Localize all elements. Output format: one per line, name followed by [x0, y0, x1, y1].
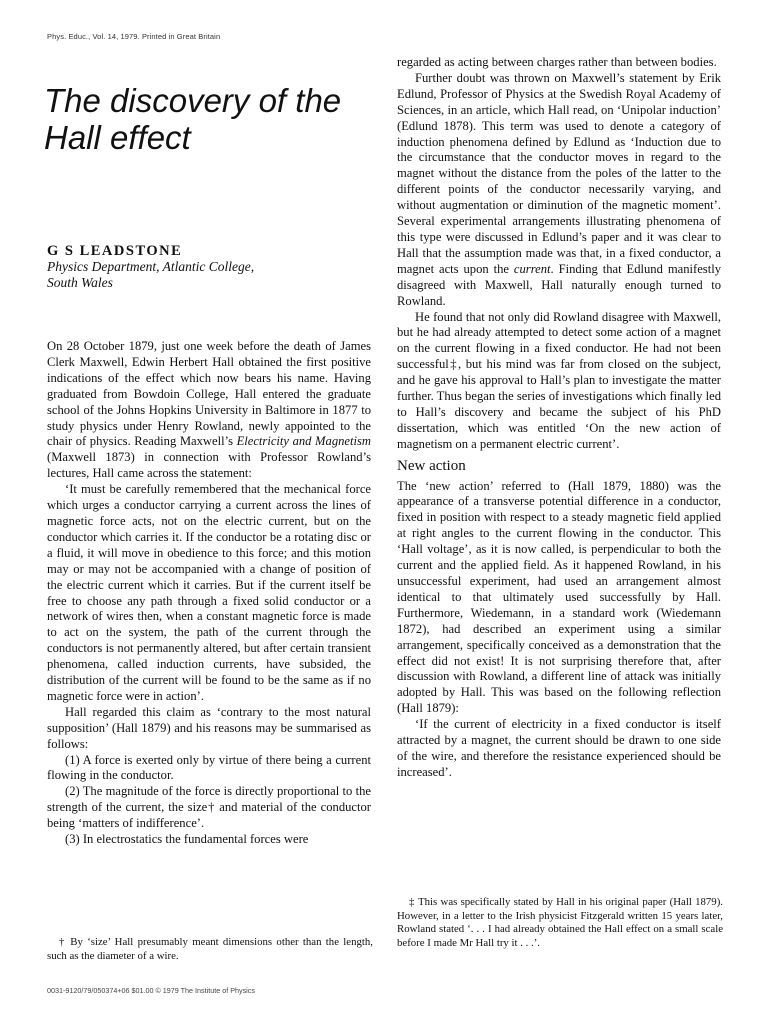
- rowland-paragraph: He found that not only did Rowland disagree with Maxwell, but he had already attempted to detect some action of a magnet on the current flowing in a fixed conductor. He had not been successful‡, but his mind was far from closed on the subject, and he gave his approval to Hall’s plan to investigate the matter further. Thus began the series of investigations which finally led to Hall’s discovery and became the subject of his PhD dissertation, which was entitled ‘On the new action of magnetism on a permanent electric current’.: [397, 309, 721, 451]
- edlund-text-a: Further doubt was thrown on Maxwell’s statement by Erik Edlund, Professor of Physics at the Swedish Royal Academy of Sciences, in an article, which Hall read, on ‘Unipolar induction’ (Edlund 1878). This term was used to denote a category of induction phenomena defined by Edlund as ‘Induction due to the circumstance that the conductor moves in regard to the magnet without the distance from the poles of the latter to the different points of the conductor necessarily varying, and without augmentation or diminution of the magnetic moment’. Several experimental arrangements illustrating phenomena of this type were discussed in Edlund’s paper and it was clear to Hall that the assumption made was that, in a fixed conductor, a magnet acts upon the: [397, 70, 721, 276]
- edlund-text-b: . Finding that Edlund manifestly disagreed with Maxwell, Hall naturally enough turned to Rowland.: [397, 261, 721, 308]
- continued-paragraph: regarded as acting between charges rather than between bodies.: [397, 55, 717, 69]
- footnote-dagger: [47, 936, 373, 963]
- reason-item-3: (3) In electrostatics the fundamental forces were: [65, 832, 309, 847]
- intro-text-a: On 28 October 1879, just one week before the death of James Clerk Maxwell, Edwin Herbert Hall obtained the first positive indications of the effect which now bears his name. Having graduated from Bowdoin College, Hall entered the graduate school of the Johns Hopkins University in Baltimore in 1877 to study physics under Henry Rowland, newly appointed to the chair of physics. Reading Maxwell’s: [47, 339, 371, 449]
- author-affiliation: [47, 259, 347, 291]
- affiliation-line-2: South Wales: [47, 275, 113, 290]
- edlund-emphasis: current: [513, 261, 551, 276]
- reason-item-2: (2) The magnitude of the force is directly proportional to the strength of the current, the size† and material of the conductor being ‘matters of indifference’.: [47, 784, 371, 831]
- intro-text-b: (Maxwell 1873) in connection with Professor Rowland’s lectures, Hall came across the statement:: [47, 450, 371, 481]
- new-action-paragraph: The ‘new action’ referred to (Hall 1879, 1880) was the appearance of a transverse potential difference in a conductor, fixed in position with respect to a steady magnetic field applied at right angles to the current flowing in the conductor. This ‘Hall voltage’, as it is now called, is perpendicular to both the current and the applied field. As it happened Rowland, in his unsuccessful experiment, had used an arrangement almost identical to that ultimately used successfully by Hall. Furthermore, Wiedemann, in a standard work (Wiedemann 1872), had described an experiment using a similar arrangement, specifically conceived as a demonstration that the effect did not exist! It is not surprising therefore that, after discussion with Rowland, a different line of attack was initially adopted by Hall. This was based on the following reflection (Hall 1879):: [397, 478, 721, 716]
- maxwell-quote: ‘It must be carefully remembered that the mechanical force which urges a conductor carrying a current across the lines of magnetic force acts, not on the electric current, but on the conductor which carries it. If the conductor be a rotating disc or a fluid, it will move in obedience to this force; and this motion may or may not be accompanied with a change of position of the electric current which it carries. But if the current itself be free to choose any path through a fixed solid conductor or a network of wires then, when a constant magnetic force is made to act on the system, the path of the current through the conductors is not permanently altered, but after certain transient phenomena, called induction currents, have subsided, the distribution of the current will be found to be the same as if no magnetic force were in action’.: [47, 482, 371, 703]
- copyright-footer: 0031-9120/79/050374+06 $01.00 © 1979 The Institute of Physics: [47, 986, 255, 995]
- hall-reasons-paragraph: Hall regarded this claim as ‘contrary to the most natural supposition’ (Hall 1879) and his reasons may be summarised as follows:: [47, 704, 371, 751]
- footnote-double-dagger: [397, 896, 723, 950]
- article-title: The discovery of the Hall effect: [44, 82, 342, 156]
- author-name: G S LEADSTONE: [47, 243, 183, 259]
- affiliation-line-1: Physics Department, Atlantic College,: [47, 259, 255, 274]
- book-title: Electricity and Magnetism: [236, 434, 371, 449]
- reason-item-1: (1) A force is exerted only by virtue of there being a current flowing in the conductor.: [47, 752, 371, 783]
- left-column: [47, 339, 371, 848]
- footnote-dagger-text: † By ‘size’ Hall presumably meant dimensions other than the length, such as the diameter of a wire.: [47, 936, 373, 962]
- edlund-paragraph: [397, 71, 721, 310]
- journal-header: Phys. Educ., Vol. 14, 1979. Printed in Great Britain: [47, 32, 221, 41]
- section-heading-new-action: New action: [397, 457, 466, 474]
- right-column: [397, 55, 721, 781]
- hall-reflection-quote: ‘If the current of electricity in a fixed conductor is itself attracted by a magnet, the current should be drawn to one side of the wire, and therefore the resistance experienced should be increased’.: [397, 717, 721, 779]
- intro-paragraph: [47, 339, 371, 482]
- footnote-double-dagger-text: ‡ This was specifically stated by Hall in his original paper (Hall 1879). However, in a letter to the Irish physicist Fitzgerald written 15 years later, Rowland stated ‘. . . I had already obtained the Hall effect on a small scale before I made Mr Hall try it . . .’.: [397, 896, 723, 949]
